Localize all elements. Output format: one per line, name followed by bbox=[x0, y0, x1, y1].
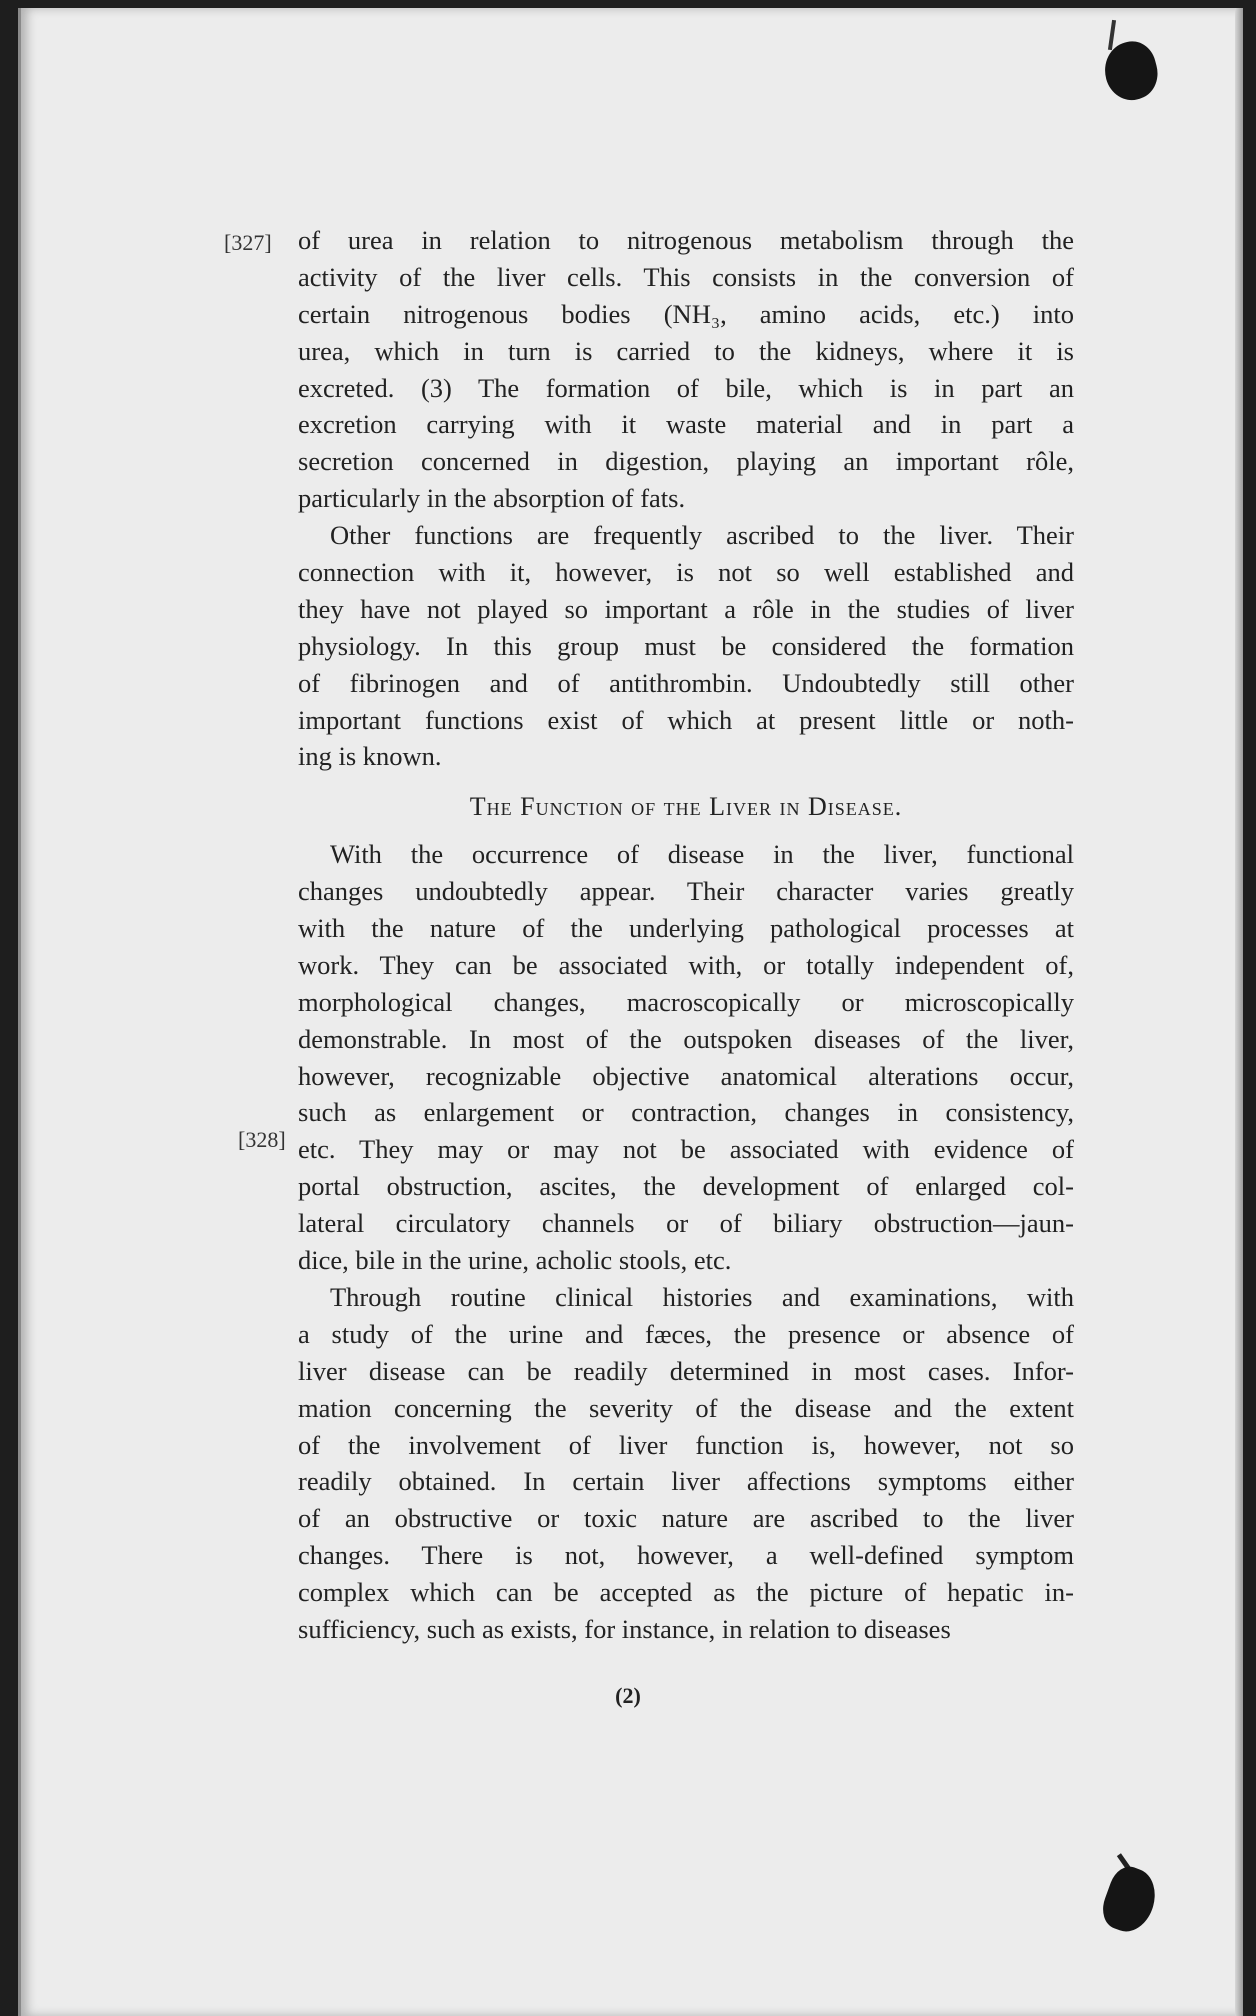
text-line: however, recognizable objective anatomical alterations occur, bbox=[298, 1060, 1074, 1091]
page-number: (2) bbox=[615, 1683, 641, 1708]
text-line: secretion concerned in digestion, playing an important rôle, bbox=[298, 446, 1074, 477]
text-line: portal obstruction, ascites, the development of enlarged col- bbox=[298, 1171, 1074, 1202]
text-line: with the nature of the underlying pathological processes at bbox=[298, 913, 1074, 944]
text-line: With the occurrence of disease in the liver, functional bbox=[330, 839, 1074, 870]
text-line: activity of the liver cells. This consists in the conversion of bbox=[298, 261, 1074, 292]
body-text bbox=[298, 222, 1074, 1648]
text-line: connection with it, however, is not so well established and bbox=[298, 557, 1074, 588]
paragraph bbox=[298, 1279, 1074, 1648]
text-line: readily obtained. In certain liver affections symptoms either bbox=[298, 1466, 1074, 1497]
text-line: particularly in the absorption of fats. bbox=[298, 483, 686, 514]
text-line: lateral circulatory channels or of biliary obstruction—jaun- bbox=[298, 1208, 1074, 1239]
paragraph bbox=[298, 517, 1074, 775]
text-line: morphological changes, macroscopically or microscopically bbox=[298, 986, 1074, 1017]
text-line: of the involvement of liver function is, however, not so bbox=[298, 1429, 1074, 1460]
text-line: certain nitrogenous bodies (NH₃, amino acids, etc.) into bbox=[298, 298, 1074, 329]
text-line: of urea in relation to nitrogenous metabolism through the bbox=[298, 225, 1074, 255]
text-line: changes. There is not, however, a well-defined symptom bbox=[298, 1540, 1074, 1571]
text-line: dice, bile in the urine, acholic stools, etc. bbox=[298, 1245, 732, 1276]
paragraph bbox=[298, 836, 1074, 1279]
text-line: important functions exist of which at present little or noth- bbox=[298, 704, 1074, 735]
text-line: of an obstructive or toxic nature are ascribed to the liver bbox=[298, 1503, 1074, 1534]
text-line: physiology. In this group must be considered the formation bbox=[298, 630, 1074, 661]
text-line: excretion carrying with it waste material and in part a bbox=[298, 409, 1074, 440]
text-line: Through routine clinical histories and examinations, with bbox=[330, 1281, 1074, 1312]
margin-page-marker: [328] bbox=[238, 1127, 286, 1152]
text-line: etc. They may or may not be associated with evidence of bbox=[298, 1134, 1074, 1165]
text-line: such as enlargement or contraction, changes in consistency, bbox=[298, 1097, 1074, 1128]
text-line: excreted. (3) The formation of bile, which is in part an bbox=[298, 372, 1074, 403]
text-line: ing is known. bbox=[298, 741, 442, 772]
text-line: a study of the urine and fæces, the presence or absence of bbox=[298, 1318, 1074, 1349]
text-line: mation concerning the severity of the disease and the extent bbox=[298, 1392, 1074, 1423]
text-line: of fibrinogen and of antithrombin. Undoubtedly still other bbox=[298, 667, 1074, 698]
margin-page-marker: [327] bbox=[224, 230, 272, 255]
text-line: complex which can be accepted as the picture of hepatic in- bbox=[298, 1577, 1074, 1608]
page-edge-shadow bbox=[1235, 8, 1243, 2016]
text-line: they have not played so important a rôle in the studies of liver bbox=[298, 593, 1074, 624]
text-line: work. They can be associated with, or totally independent of, bbox=[298, 949, 1074, 980]
text-line: sufficiency, such as exists, for instance, in relation to diseases bbox=[298, 1613, 951, 1644]
text-line: urea, which in turn is carried to the kidneys, where it is bbox=[298, 335, 1074, 366]
paragraph bbox=[298, 222, 1074, 517]
text-line: demonstrable. In most of the outspoken diseases of the liver, bbox=[298, 1023, 1074, 1054]
text-line: changes undoubtedly appear. Their character varies greatly bbox=[298, 876, 1074, 907]
section-heading: The Function of the Liver in Disease. bbox=[469, 792, 903, 822]
text-line: Other functions are frequently ascribed to the liver. Their bbox=[330, 520, 1074, 551]
text-line: liver disease can be readily determined in most cases. Infor- bbox=[298, 1355, 1074, 1386]
